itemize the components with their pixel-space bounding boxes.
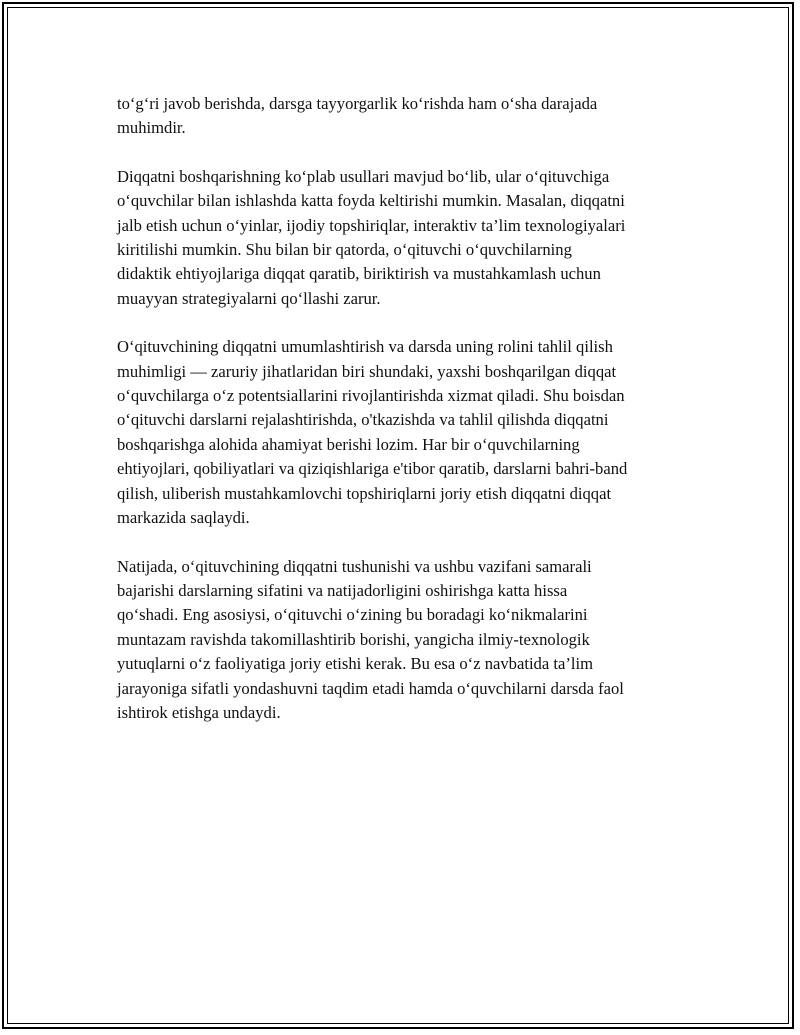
paragraph-attention-methods: Diqqatni boshqarishning ko‘plab usullari mavjud bo‘lib, ular o‘qituvchiga o‘quvchilar bilan ishlashda katta foyda keltirishi mumkin. Masalan, diqqatni jalb etish uchun o‘yinlar, ijodiy topshiriqlar, interaktiv ta’lim texnologiyalari kiritilishi mumkin. Shu bilan bir qatorda, o‘qituvchi o‘quvchilarning didaktik ehtiyojlariga diqqat qaratib, biriktirish va mustahkamlash uchun muayyan strategiyalarni qo‘llashi zarur. bbox=[117, 166, 626, 308]
paragraph-conclusion: Natijada, o‘qituvchining diqqatni tushunishi va ushbu vazifani samarali bajarishi darslarning sifatini va natijadorligini oshirishga katta hissa qo‘shadi. Eng asosiysi, o‘qituvchi o‘zining bu boradagi ko‘nikmalarini muntazam ravishda takomillashtirib borishi, yangicha ilmiy-texnologik yutuqlarni o‘z faoliyatiga joriy etishi kerak. Bu esa o‘z navbatida ta’lim jarayoniga sifatli yondashuvni taqdim etadi hamda o‘quvchilarni darsda faol ishtirok etishga undaydi. bbox=[117, 556, 624, 722]
document-body bbox=[117, 92, 697, 749]
paragraph-teacher-role: O‘qituvchining diqqatni umumlashtirish va darsda uning rolini tahlil qilish muhimligi — zaruriy jihatlaridan biri shundaki, yaxshi boshqarilgan diqqat o‘quvchilarga o‘z potentsiallarini rivojlantirishda xizmat qiladi. Shu boisdan o‘qituvchi darslarni rejalashtirishda, o'tkazishda va tahlil qilishda diqqatni boshqarishga alohida ahamiyat berishi lozim. Har bir o‘quvchilarning ehtiyojlari, qobiliyatlari va qiziqishlariga e'tibor qaratib, darslarni bahri-band qilish, uliberish mustahkamlovchi topshiriqlarni joriy etish diqqatni diqqat markazida saqlaydi. bbox=[117, 337, 628, 528]
paragraph-continuation: to‘g‘ri javob berishda, darsga tayyorgarlik ko‘rishda ham o‘sha darajada muhimdir. bbox=[117, 94, 598, 138]
